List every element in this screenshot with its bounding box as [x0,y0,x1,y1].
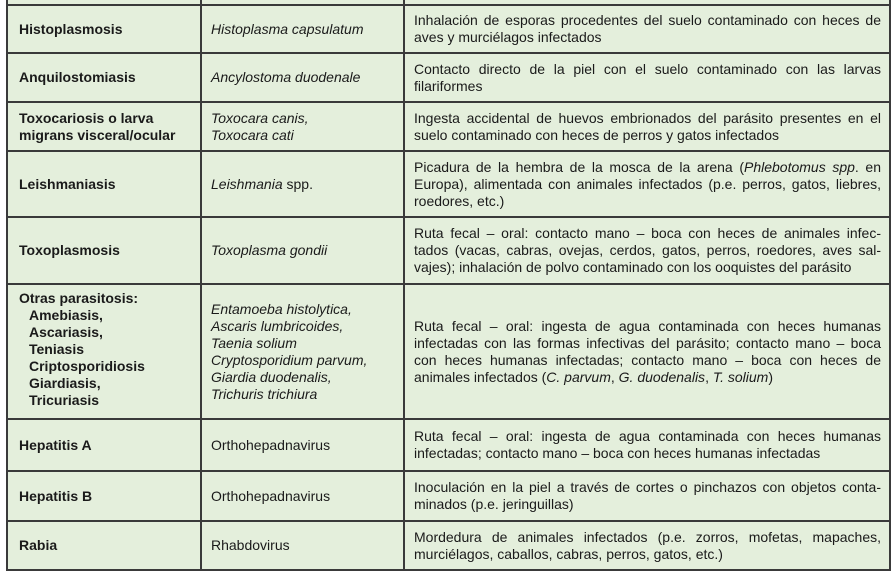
text-segment: Ancylostoma duodenale [211,69,361,85]
disease-name: Rabia [19,537,58,553]
transmission-cell [404,471,890,521]
text-segment: aves y murciélagos infectados [414,29,602,45]
disease-name: Hepatitis A [19,436,92,453]
text-line [211,242,395,259]
disease-name: Anquilostomiasis [19,69,136,85]
text-line [211,21,395,38]
text-line [211,110,395,127]
text-line [414,159,881,176]
agent-cell [201,151,404,217]
text-segment: Inoculación en la piel a través de cortes o pinchazos con objetos conta- [414,479,881,495]
text-line [414,546,881,563]
text-line [414,479,881,496]
agent-cell [201,284,404,419]
text-segment: Mordedura de animales infectados (p.e. zorros, mofetas, mapaches, [414,528,881,545]
agent-cell [201,53,404,102]
text-line [414,335,881,352]
text-segment: roedores, etc.) [414,192,505,209]
text-segment: Orthohepadnavirus [211,436,331,453]
disease-cell [7,521,201,570]
text-segment: infectadas; contacto mano – boca con heces humanas infectadas [414,445,821,461]
transmission-cell [404,53,890,102]
text-segment: Ruta fecal – oral: ingesta de agua contaminada con heces humanas [414,428,881,444]
transmission-cell [404,5,890,53]
text-segment: Ruta fecal – oral: ingesta de agua contaminada con heces humanas [414,317,881,334]
transmission-cell [404,521,890,570]
text-line [414,193,881,210]
text-segment: , [705,368,713,385]
disease-cell [7,471,201,521]
transmission-cell [404,217,890,284]
text-segment: filariformes [414,77,483,94]
disease-name: Giardiasis, [29,375,101,391]
text-segment: minados (p.e. jeringuillas) [414,496,574,512]
text-line [211,488,395,505]
text-line [211,537,395,554]
text-line [211,335,395,352]
text-segment: T. solium [712,368,769,385]
text-line [414,259,881,276]
text-segment: Toxocara canis, [211,109,309,126]
text-segment: animales infectados ( [414,368,547,385]
text-line [414,29,881,46]
text-segment: Picadura de la hembra de la mosca de la arena ( [414,158,744,175]
text-line [414,176,881,193]
text-segment: Ingesta accidental de huevos embrionados del parásito presentes en el [414,109,881,126]
disease-name: Amebiasis, [29,307,103,323]
disease-cell [7,419,201,471]
disease-name: Hepatitis B [19,487,93,504]
text-line [211,127,395,144]
text-segment: tados (vacas, cabras, ovejas, cerdos, gatos, perros, roedores, aves sal- [414,242,881,258]
text-line [414,78,881,95]
text-segment: , [610,368,619,385]
text-segment: Europa), alimentada con animales infectados (p.e. perros, gatos, liebres, [414,175,881,192]
disease-cell [7,217,201,284]
disease-name: Otras parasitosis: [19,290,139,306]
transmission-cell [404,151,890,217]
text-segment: Orthohepadnavirus [211,487,331,504]
text-segment: Cryptosporidium parvum, [211,351,368,368]
text-segment: Taenia solium [211,334,297,351]
table-row [7,471,890,521]
text-line [414,428,881,445]
agent-cell [201,5,404,53]
text-line [414,369,881,386]
disease-name: Ascariasis, [29,324,103,340]
text-line [414,225,881,242]
text-line [414,445,881,462]
text-line [414,352,881,369]
table-row [7,284,890,419]
text-line [211,69,395,86]
text-line [414,318,881,335]
table-row [7,102,890,151]
text-line [211,301,395,318]
text-segment: Trichuris trichiura [211,385,318,402]
text-line [414,61,881,78]
agent-cell [201,102,404,151]
agent-cell [201,217,404,284]
agent-cell [201,521,404,570]
table-row [7,151,890,217]
text-segment: Ascaris lumbricoides, [211,317,344,334]
text-line [414,529,881,546]
zoonoses-table [6,0,891,571]
transmission-cell [404,419,890,471]
text-segment: Toxoplasma gondii [211,242,328,258]
text-segment: murciélagos, caballos, cabras, perros, gatos, etc.) [414,545,723,562]
table-row [7,5,890,53]
text-segment: Phlebotomus spp [744,158,855,175]
text-segment: suelo contaminado con heces de perros y gatos infectados [414,126,780,143]
text-line [211,369,395,386]
disease-cell [7,53,201,102]
text-line [211,437,395,454]
text-segment: . en [854,158,881,175]
text-line [211,352,395,369]
text-line [211,318,395,335]
text-segment: spp. [282,175,313,192]
text-line [211,386,395,403]
disease-cell [7,151,201,217]
text-segment: Ruta fecal – oral: contacto mano – boca con heces de animales infec- [414,225,881,241]
text-segment: Contacto directo de la piel con el suelo contaminado con las larvas [414,60,881,77]
table-row [7,419,890,471]
text-segment: Leishmania [211,175,283,192]
agent-cell [201,471,404,521]
text-segment: ) [768,368,774,385]
disease-name: Toxocariosis o larva [19,109,154,126]
text-line [414,12,881,29]
agent-cell [201,419,404,471]
disease-cell [7,102,201,151]
transmission-cell [404,102,890,151]
text-segment: Histoplasma capsulatum [211,20,364,37]
disease-name: Toxoplasmosis [19,242,120,258]
text-segment: vajes); inhalación de polvo contaminado con los ooquistes del parásito [414,259,852,275]
disease-cell [7,284,201,419]
text-line [211,176,395,193]
table-row [7,53,890,102]
disease-name: migrans visceral/ocular [19,126,176,143]
text-segment: Toxocara cati [211,126,294,143]
disease-cell [7,5,201,53]
text-segment: C. parvum [546,368,611,385]
transmission-cell [404,284,890,419]
disease-name: Teniasis [29,341,84,357]
disease-name: Tricuriasis [29,392,100,408]
disease-name: Criptosporidiosis [29,358,145,374]
text-segment: G. duodenalis [618,368,706,385]
text-segment: Entamoeba histolytica, [211,300,352,317]
text-line [414,127,881,144]
table-row [7,521,890,570]
text-line [414,242,881,259]
text-segment: infectadas con las formas infectivas del parásito; contacto mano – boca [414,334,881,351]
disease-name: Histoplasmosis [19,20,123,37]
text-segment: con heces humanas infectadas; contacto mano – boca con heces de [414,351,881,368]
text-segment: Inhalación de esporas procedentes del suelo contaminado con heces de [414,12,881,28]
text-line [414,496,881,513]
text-segment: Rhabdovirus [211,537,290,553]
disease-name: Leishmaniasis [19,175,116,192]
text-segment: Giardia duodenalis, [211,368,332,385]
text-line [414,110,881,127]
table-row [7,217,890,284]
